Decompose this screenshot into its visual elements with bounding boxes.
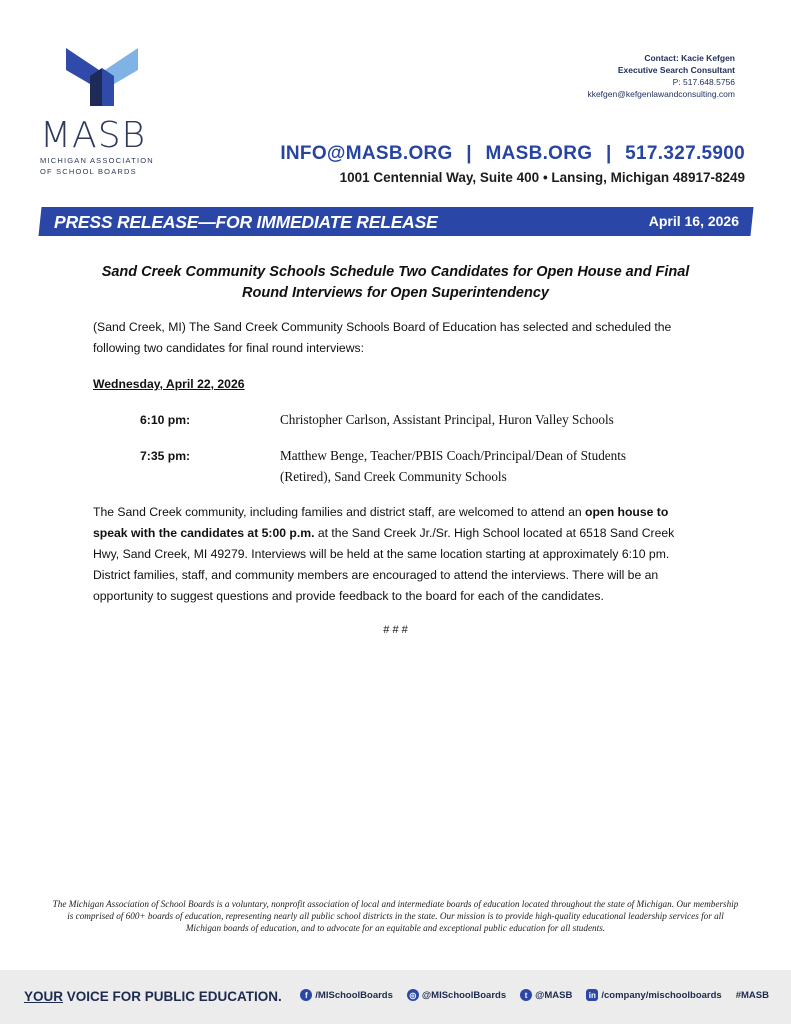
twitter-label: @MASB [535,989,573,1001]
info-email-link[interactable]: INFO@MASB.ORG [280,143,453,164]
slot-candidate: Christopher Carlson, Assistant Principal, Huron Valley Schools [280,412,614,427]
linkedin-link[interactable] [586,989,721,1001]
open-house-bold: open house to speak with the candidates at 5:00 p.m. [93,505,669,540]
logo-subtitle-2: OF SCHOOL BOARDS [40,167,137,176]
facebook-label: /MISchoolBoards [315,989,393,1001]
separator: | [605,143,612,164]
contact-name: Contact: Kacie Kefgen [644,53,735,63]
schedule-date: Wednesday, April 22, 2026 [93,377,245,391]
linkedin-icon: in [586,989,598,1001]
twitter-link[interactable] [520,989,572,1001]
contact-phone: P: 517.648.5756 [672,77,735,87]
headline-line-2: Round Interviews for Open Superintendency [242,285,549,301]
website-link[interactable]: MASB.ORG [485,143,593,164]
open-house-text-after: at the Sand Creek Jr./Sr. High School located at 6518 Sand Creek Hwy, Sand Creek, MI 49279. Interviews will be held at the same location starting at approximately 6:10 pm. District families, staff, and community members are encouraged to attend the interviews. There will be an opportunity to suggest questions and provide feedback to the board for each of the candidates. [93,526,675,603]
facebook-link[interactable] [300,989,393,1001]
masb-logo [40,44,170,176]
footer-tagline [24,988,282,1006]
headline-line-1: Sand Creek Community Schools Schedule Two Candidates for Open House and Final [101,264,690,280]
main-phone: 517.327.5900 [625,143,745,164]
intro-paragraph: (Sand Creek, MI) The Sand Creek Community Schools Board of Education has selected and scheduled the following two candidates for final round interviews: [93,320,672,355]
instagram-icon: ◎ [407,989,419,1001]
separator: | [466,143,472,164]
instagram-link[interactable] [407,989,506,1001]
linkedin-label: /company/mischoolboards [601,989,722,1001]
slot-time: 7:35 pm: [140,449,191,463]
contact-email[interactable]: kkefgen@kefgenlawandconsulting.com [587,89,735,99]
disclaimer: The Michigan Association of School Boards is a voluntary, nonprofit association of local and intermediate boards of education located throughout the state of Michigan. Our membership is comprised of 600+ boards of education, representing nearly all public school districts in the state. Our mission is to provide high-quality educational leadership services for all Michigan boards of education, and to advocate for an equitable and exceptional public education for all students. [52,899,739,933]
end-mark: # # # [383,624,408,636]
main-contact-line [280,141,745,167]
open-house-paragraph [93,502,698,607]
main-contact-block [280,141,745,187]
twitter-icon: t [520,989,532,1001]
slot-candidate: Matthew Benge, Teacher/PBIS Coach/Principal/Dean of Students (Retired), Sand Creek Community Schools [280,448,627,484]
masb-butterfly-icon [64,44,140,106]
logo-wordmark: MASB [40,115,147,156]
address-line: 1001 Centennial Way, Suite 400 • Lansing, Michigan 48917-8249 [339,170,745,185]
open-house-text-before: The Sand Creek community, including families and district staff, are welcomed to attend an [93,505,586,519]
contact-role: Executive Search Consultant [617,65,735,75]
tagline-your: YOUR [24,989,64,1004]
tagline-rest: VOICE FOR PUBLIC EDUCATION. [63,989,282,1004]
release-date: April 16, 2026 [648,213,739,229]
logo-subtitle-1: MICHIGAN ASSOCIATION [40,156,154,165]
facebook-icon: f [300,989,312,1001]
instagram-label: @MISchoolBoards [421,989,507,1001]
slot-time: 6:10 pm: [140,413,191,427]
headline [93,262,698,304]
hashtag[interactable]: #MASB [735,989,769,1001]
contact-block [587,52,735,100]
social-links [300,989,769,1001]
banner-title: PRESS RELEASE—FOR IMMEDIATE RELEASE [54,212,438,232]
